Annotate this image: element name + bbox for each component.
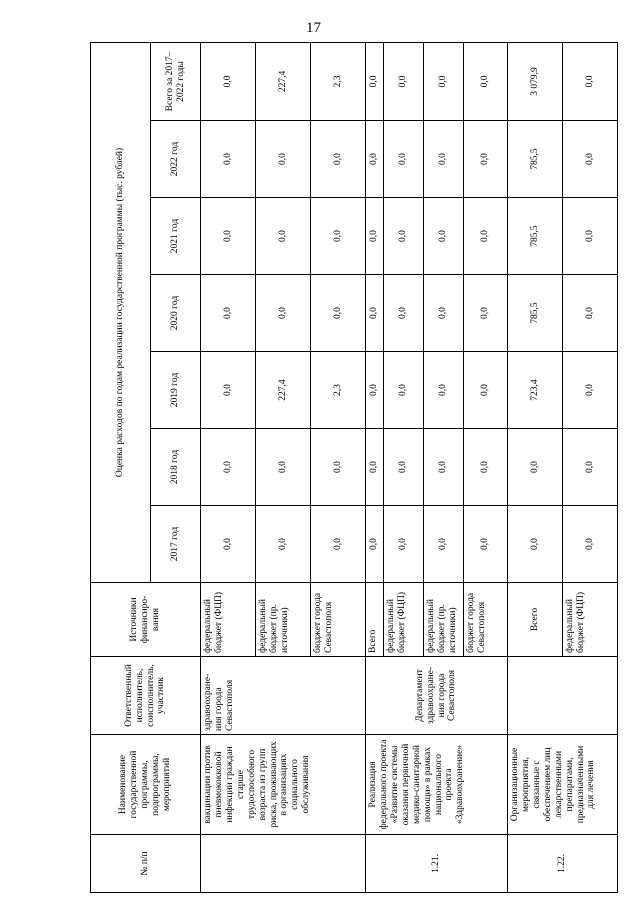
header-year: 2017 год [151, 506, 201, 583]
funding-source: Всего [508, 583, 563, 657]
header-source: Источники финансиро-вания [91, 583, 201, 657]
value-cell: 0,0 [563, 198, 618, 275]
total-cell: 0,0 [201, 42, 256, 120]
total-cell: 0,0 [366, 42, 384, 120]
value-cell: 0,0 [256, 429, 311, 506]
header-year: 2022 год [151, 121, 201, 198]
financing-table [90, 42, 618, 893]
measure-name: Реализация федерального проекта «Развитие системы оказания первичной медико-санитарной помощи» в рамках национального проекта «Здравоохранение» [366, 735, 508, 835]
funding-source: бюджет города Севастополя [311, 583, 366, 657]
value-cell: 0,0 [384, 429, 424, 506]
value-cell: 0,0 [366, 198, 384, 275]
header-year: 2019 год [151, 352, 201, 429]
value-cell: 0,0 [424, 506, 464, 583]
value-cell: 0,0 [311, 275, 366, 352]
value-cell: 0,0 [201, 506, 256, 583]
total-cell: 2,3 [311, 42, 366, 120]
value-cell: 0,0 [201, 198, 256, 275]
measure-name: Организационные мероприятия, связанные с обеспечением лиц лекарственными препаратами, предназначенными для лечения [508, 735, 618, 835]
value-cell: 0,0 [424, 429, 464, 506]
header-name: Наименование государственной программы, подпрограммы, мероприятий [91, 735, 201, 835]
value-cell: 0,0 [366, 429, 384, 506]
value-cell: 0,0 [311, 198, 366, 275]
total-cell: 0,0 [464, 42, 508, 120]
value-cell: 0,0 [201, 121, 256, 198]
funding-source: Всего [366, 583, 384, 657]
header-no: № п/п [91, 835, 201, 893]
page-number: 17 [306, 20, 321, 36]
header-year: 2020 год [151, 275, 201, 352]
value-cell: 0,0 [311, 506, 366, 583]
header-estimate: Оценка расходов по годам реализации государственной программы (тыс. рублей) [91, 42, 151, 582]
total-cell: 3 079,9 [508, 42, 563, 120]
value-cell: 0,0 [384, 352, 424, 429]
table-row [201, 42, 256, 892]
value-cell: 0,0 [256, 198, 311, 275]
value-cell: 0,0 [464, 506, 508, 583]
table-row [508, 42, 563, 892]
value-cell: 0,0 [464, 352, 508, 429]
value-cell: 0,0 [311, 121, 366, 198]
value-cell: 0,0 [464, 121, 508, 198]
value-cell: 0,0 [384, 275, 424, 352]
row-number: 1.21. [366, 835, 508, 893]
value-cell: 0,0 [201, 275, 256, 352]
funding-source: федеральный бюджет (пр. источники) [424, 583, 464, 657]
value-cell: 0,0 [464, 198, 508, 275]
value-cell: 0,0 [384, 506, 424, 583]
total-cell: 227,4 [256, 42, 311, 120]
total-cell: 0,0 [563, 42, 618, 120]
value-cell: 0,0 [311, 429, 366, 506]
value-cell: 785,5 [508, 121, 563, 198]
value-cell: 0,0 [563, 121, 618, 198]
value-cell: 0,0 [366, 275, 384, 352]
header-row [91, 42, 151, 892]
funding-source: федеральный бюджет (пр. источники) [256, 583, 311, 657]
total-cell: 0,0 [384, 42, 424, 120]
value-cell: 0,0 [256, 275, 311, 352]
value-cell: 227,4 [256, 352, 311, 429]
value-cell: 0,0 [366, 506, 384, 583]
funding-source: федеральный бюджет (ФЦП) [201, 583, 256, 657]
header-year: 2018 год [151, 429, 201, 506]
value-cell: 0,0 [366, 352, 384, 429]
value-cell: 0,0 [508, 506, 563, 583]
value-cell: 0,0 [508, 429, 563, 506]
responsible: Департамент здравоохране-ния города Севастополя [366, 657, 508, 735]
value-cell: 0,0 [201, 352, 256, 429]
value-cell: 0,0 [366, 121, 384, 198]
value-cell: 0,0 [563, 429, 618, 506]
value-cell: 0,0 [424, 198, 464, 275]
funding-source: федеральный бюджет (ФЦП) [563, 583, 618, 657]
row-number [201, 835, 366, 893]
rotated-table-container [90, 43, 597, 893]
funding-source: федеральный бюджет (ФЦП) [384, 583, 424, 657]
value-cell: 785,5 [508, 198, 563, 275]
header-responsible: Ответственный исполнитель, соисполнитель, участник [91, 657, 201, 735]
value-cell: 0,0 [256, 506, 311, 583]
total-cell: 0,0 [424, 42, 464, 120]
value-cell: 0,0 [424, 121, 464, 198]
value-cell: 0,0 [424, 275, 464, 352]
value-cell: 0,0 [384, 121, 424, 198]
value-cell: 0,0 [563, 275, 618, 352]
value-cell: 0,0 [384, 198, 424, 275]
value-cell: 0,0 [201, 429, 256, 506]
funding-source: бюджет города Севастополя [464, 583, 508, 657]
value-cell: 785,5 [508, 275, 563, 352]
value-cell: 0,0 [563, 352, 618, 429]
table-row [366, 42, 384, 892]
value-cell: 0,0 [424, 352, 464, 429]
value-cell: 0,0 [256, 121, 311, 198]
header-total: Всего за 2017–2022 годы [151, 42, 201, 120]
value-cell: 0,0 [563, 506, 618, 583]
value-cell: 723,4 [508, 352, 563, 429]
responsible [508, 657, 618, 735]
responsible: здравоохране-ния города Севастополя [201, 657, 366, 735]
value-cell: 0,0 [464, 275, 508, 352]
value-cell: 0,0 [464, 429, 508, 506]
header-year: 2021 год [151, 198, 201, 275]
measure-name: вакцинации против пневмококковой инфекции граждан старше трудоспособного возраста из групп риска, проживающих в организациях социального обслуживания [201, 735, 366, 835]
row-number: 1.22. [508, 835, 618, 893]
value-cell: 2,3 [311, 352, 366, 429]
